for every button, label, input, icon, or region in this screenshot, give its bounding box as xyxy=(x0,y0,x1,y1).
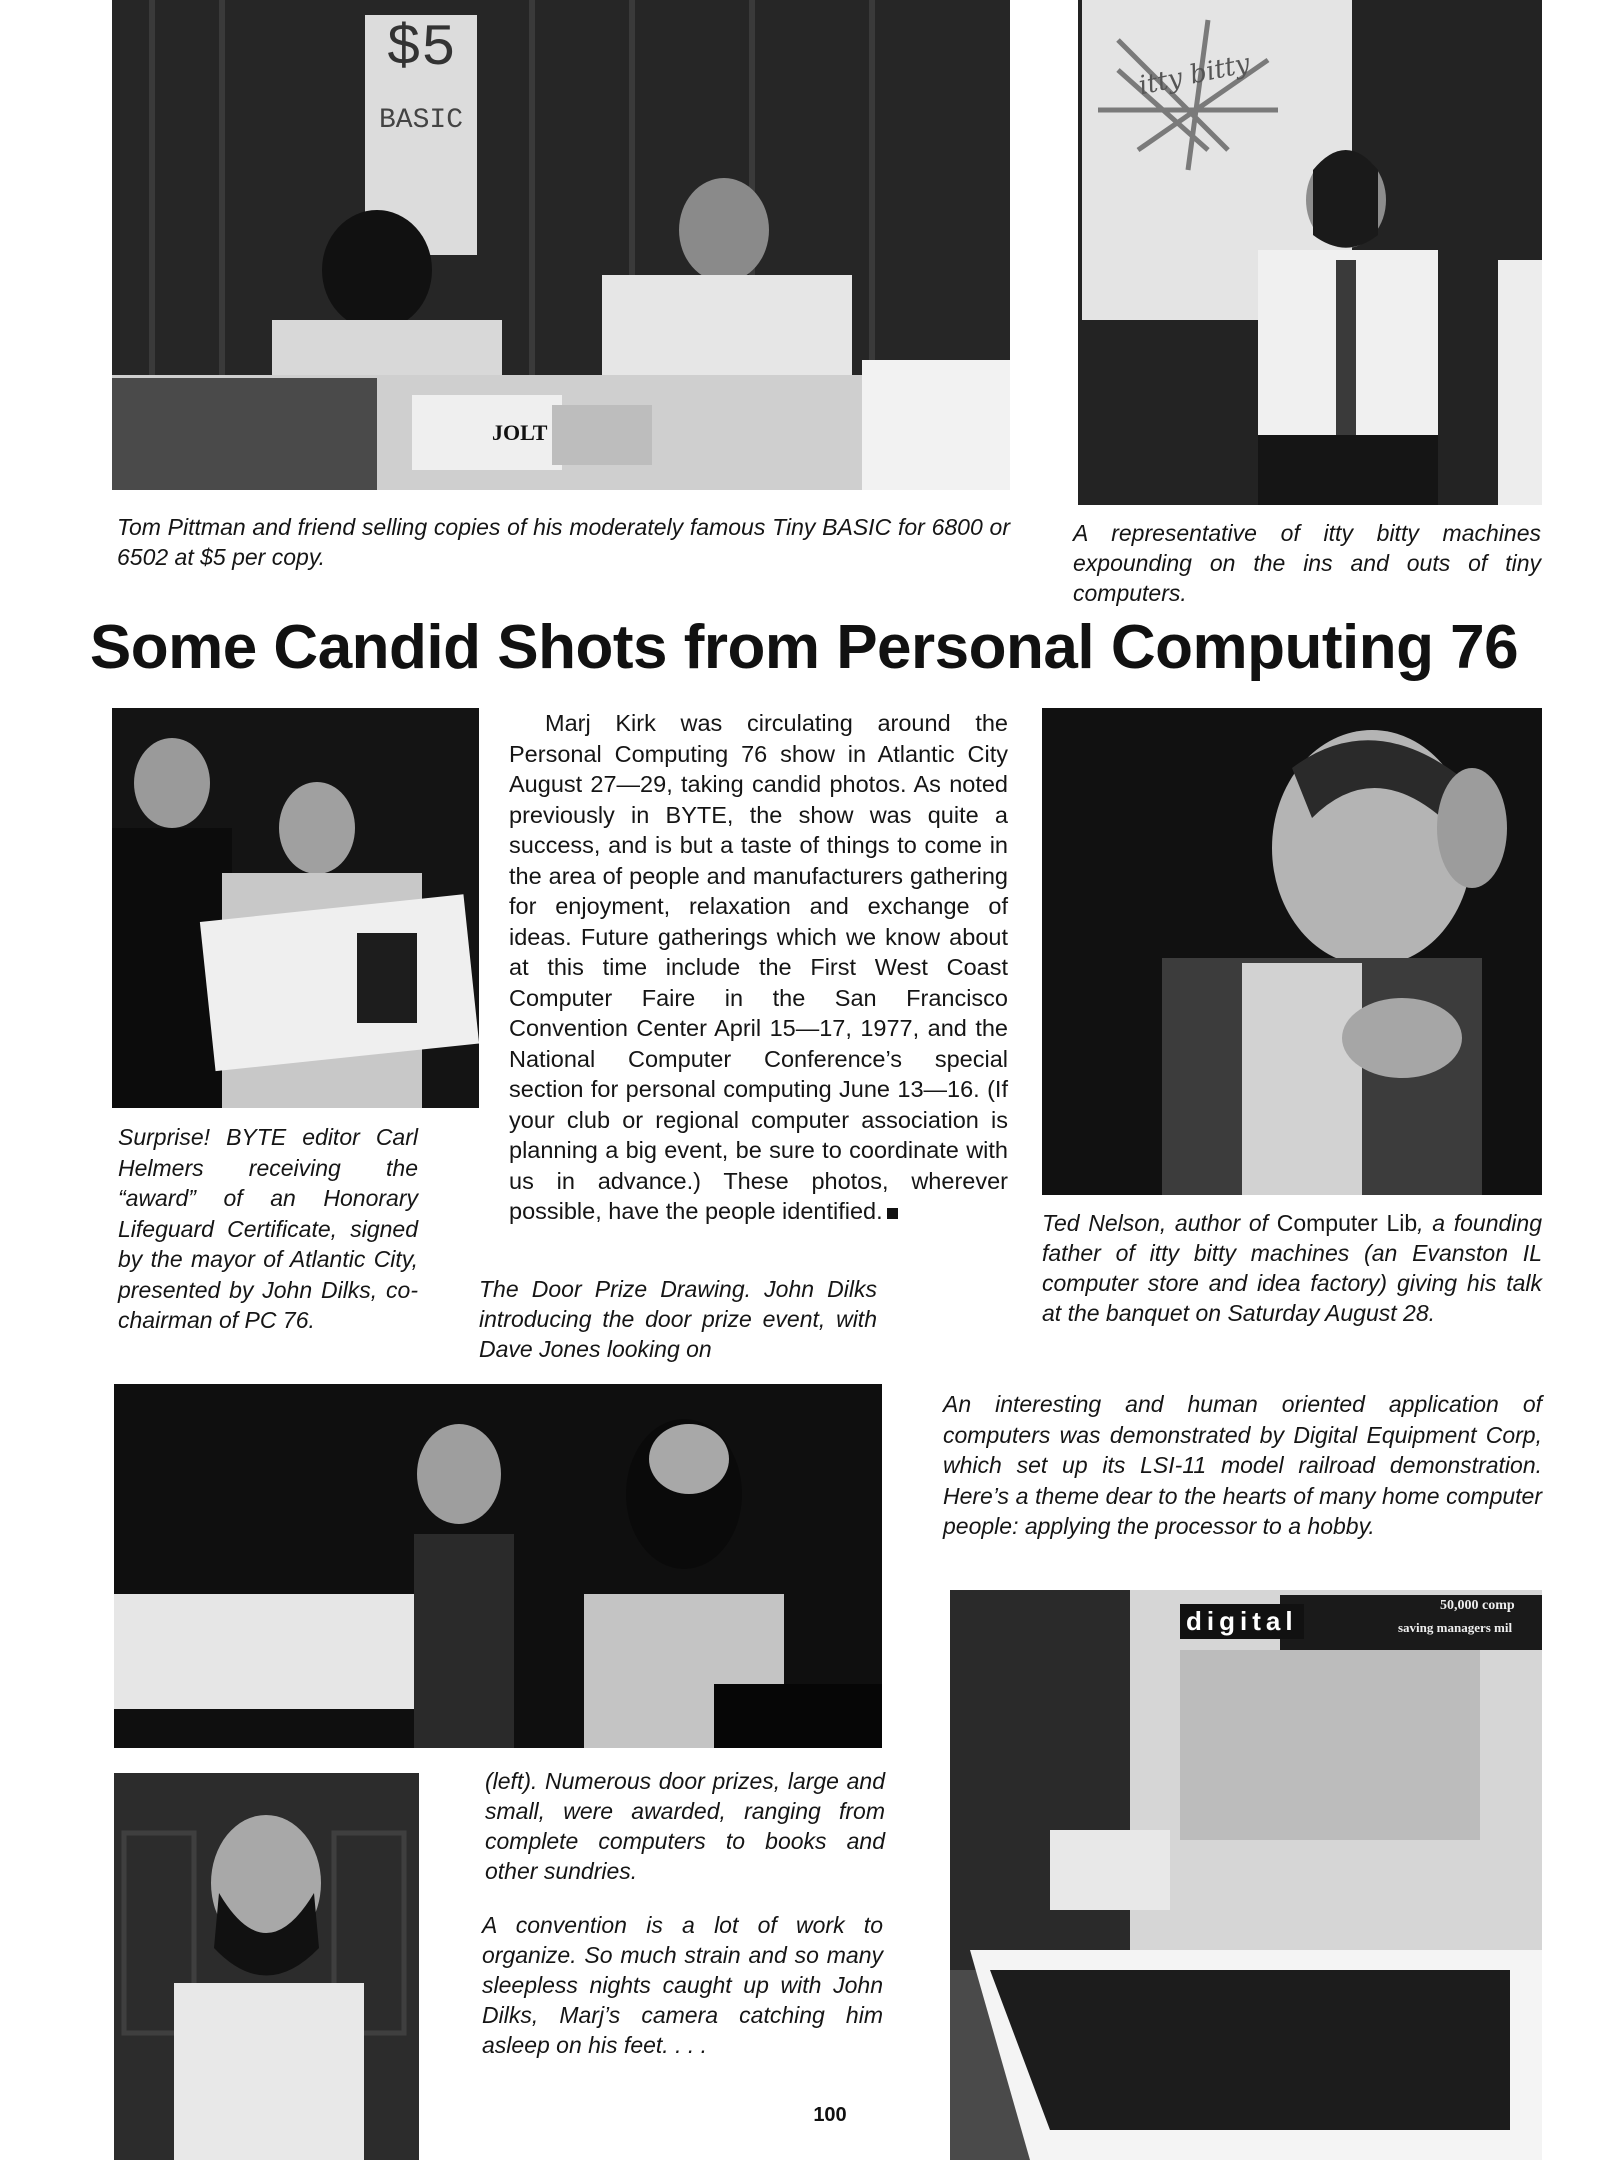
price-sign-price: $5 xyxy=(386,17,456,82)
itty-bitty-banner-text: itty bitty xyxy=(1136,48,1253,102)
caption-door-prize-continued: (left). Numerous door prizes, large and small, were awarded, ranging from complete computers to books and other sundries. xyxy=(485,1768,885,1884)
article-paragraph: Marj Kirk was circulating around the Personal Computing 76 show in Atlantic City August 27—29, taking candid photos. As noted previously in BYTE, the show was quite a success, and is but a taste of things to come in the area of people and manufacturers gathering for enjoyment, relaxation and exchange of ideas. Future gatherings which we know about at this time include the First West Coast Computer Faire in the San Francisco Convention Center April 15—17, 1977, and the National Computer Conference’s special section for personal computing June 13—16. (If your club or regional computer association is planning a big event, be sure to coordinate with us in advance.) These photos, wherever possible, have the people identified. xyxy=(509,710,1008,1224)
article-body xyxy=(509,708,1008,1227)
page-number: 100 xyxy=(813,2104,847,2126)
photo-door-prize-drawing xyxy=(114,1384,882,1748)
page-headline: Some Candid Shots from Personal Computing 76 xyxy=(89,613,1519,682)
photo-ted-nelson xyxy=(1042,708,1542,1195)
photo-itty-bitty-representative xyxy=(1078,0,1542,505)
jolt-label: JOLT xyxy=(492,420,548,445)
caption-helmers-award: Surprise! BYTE editor Carl Helmers receiving the “award” of an Honorary Lifeguard Certificate, signed by the mayor of Atlantic City, presented by John Dilks, co-chairman of PC 76. xyxy=(118,1124,418,1333)
caption-itty-bitty-representative: A representative of itty bitty machines expounding on the ins and outs of tiny computers. xyxy=(1073,520,1541,606)
caption-dec-railroad: An interesting and human oriented application of computers was demonstrated by Digital Equipment Corp, which set up its LSI-11 model railroad demonstration. Here’s a theme dear to the hearts of many home computer people: applying the processor to a hobby. xyxy=(943,1391,1542,1539)
photo-dec-railroad-demo xyxy=(950,1590,1542,2160)
caption-ted-nelson-lead: Ted Nelson, author of xyxy=(1042,1210,1277,1236)
caption-door-prize-drawing: The Door Prize Drawing. John Dilks introducing the door prize event, with Dave Jones looking on xyxy=(479,1276,877,1362)
caption-john-dilks-asleep: A convention is a lot of work to organize. So much strain and so many sleepless nights caught up with John Dilks, Marj’s camera catching him asleep on his feet. . . . xyxy=(482,1912,883,2058)
price-sign xyxy=(365,15,477,136)
photo-tiny-basic-booth xyxy=(112,0,1010,490)
photo-helmers-award xyxy=(112,708,479,1108)
caption-ted-nelson-rest: , a founding father of itty bitty machines (an Evanston IL computer store and idea factory) giving his talk at the banquet on Saturday August 28. xyxy=(1042,1210,1542,1326)
dec-sign-line-2: saving managers mil xyxy=(1398,1620,1513,1635)
caption-tom-pittman: Tom Pittman and friend selling copies of his moderately famous Tiny BASIC for 6800 or 6502 at $5 per copy. xyxy=(117,514,1010,570)
caption-ted-nelson-book: Computer Lib xyxy=(1276,1210,1418,1236)
digital-logo: digital xyxy=(1180,1604,1304,1639)
caption-ted-nelson xyxy=(1042,1208,1542,1328)
photo-john-dilks-asleep xyxy=(114,1773,419,2160)
end-mark xyxy=(887,1208,898,1219)
price-sign-title: BASIC xyxy=(378,105,463,136)
dec-sign-line-1: 50,000 comp xyxy=(1440,1598,1515,1613)
